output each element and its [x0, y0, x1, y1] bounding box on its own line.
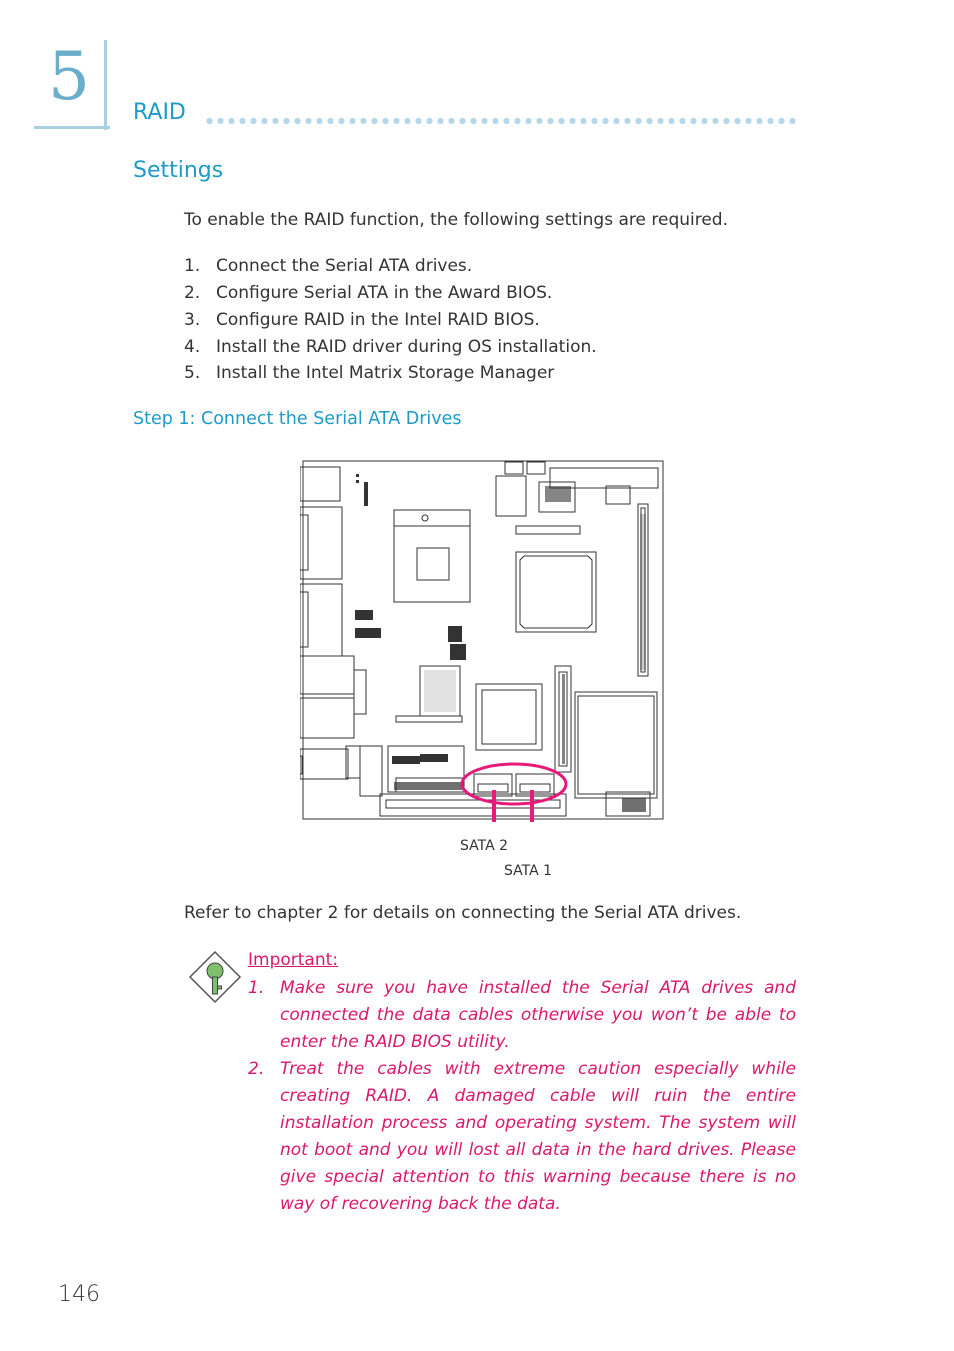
- note-number: 2.: [248, 1059, 265, 1079]
- page-subtitle: Settings: [133, 158, 224, 183]
- dotted-rule: [204, 116, 798, 126]
- list-item: [184, 363, 554, 383]
- label-sata-2: SATA 2: [460, 838, 509, 854]
- chapter-number: 5: [48, 38, 90, 115]
- list-item-text: Install the RAID driver during OS installation.: [216, 337, 597, 357]
- important-note: [248, 1056, 796, 1218]
- list-item-number: 5.: [184, 363, 201, 383]
- chapter-bar-horizontal: [34, 126, 110, 129]
- list-item-text: Configure RAID in the Intel RAID BIOS.: [216, 310, 540, 330]
- motherboard-diagram: [300, 460, 666, 822]
- page-number: 146: [58, 1282, 100, 1307]
- list-item-number: 2.: [184, 283, 201, 303]
- list-item: [184, 337, 597, 357]
- section-title: RAID: [133, 100, 186, 125]
- note-number: 1.: [248, 978, 265, 998]
- refer-text: Refer to chapter 2 for details on connecting the Serial ATA drives.: [184, 903, 742, 923]
- list-item-text: Connect the Serial ATA drives.: [216, 256, 473, 276]
- important-title: Important:: [248, 950, 339, 970]
- list-item-number: 1.: [184, 256, 201, 276]
- intro-text: To enable the RAID function, the following settings are required.: [184, 210, 728, 230]
- list-item: [184, 283, 552, 303]
- note-text: Make sure you have installed the Serial ATA drives and connected the data cables otherwise you won’t be able to enter the RAID BIOS utility.: [280, 978, 796, 1052]
- step-title: Step 1: Connect the Serial ATA Drives: [133, 409, 462, 429]
- label-sata-1: SATA 1: [504, 863, 553, 879]
- list-item-number: 3.: [184, 310, 201, 330]
- list-item: [184, 256, 472, 276]
- list-item: [184, 310, 540, 330]
- note-text: Treat the cables with extreme caution especially while creating RAID. A damaged cable will ruin the entire installation process and operating system. The system will not boot and you will lost all data in the hard drives. Please give special attention to this warning because there is no way of recovering back the data.: [280, 1059, 796, 1214]
- list-item-text: Configure Serial ATA in the Award BIOS.: [216, 283, 553, 303]
- chapter-bar-vertical: [104, 40, 107, 130]
- list-item-text: Install the Intel Matrix Storage Manager: [216, 363, 555, 383]
- key-icon: [188, 950, 242, 1004]
- important-note: [248, 975, 796, 1056]
- list-item-number: 4.: [184, 337, 201, 357]
